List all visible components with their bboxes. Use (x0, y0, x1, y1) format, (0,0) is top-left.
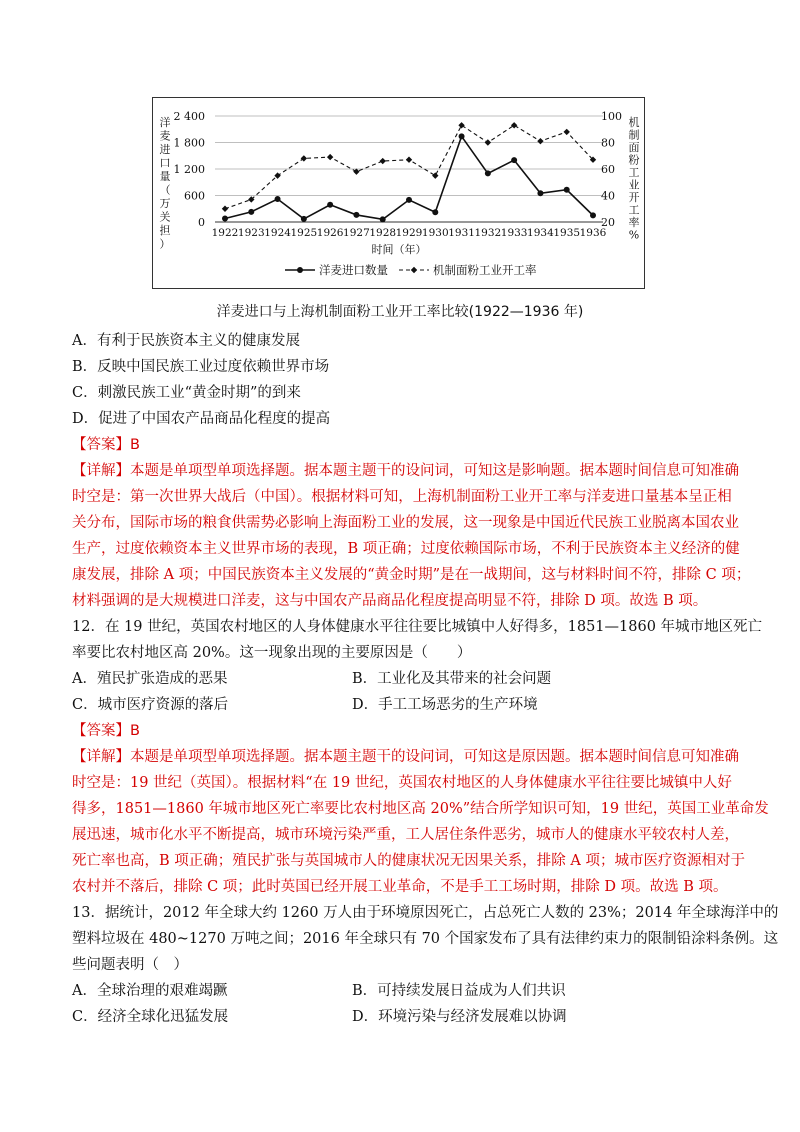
q12-option-b[interactable]: B．工业化及其带来的社会问题 (352, 671, 552, 687)
data-point-operating-rate (458, 122, 464, 128)
data-point-operating-rate (274, 172, 280, 178)
q13-option-c[interactable]: C．经济全球化迅猛发展 (72, 1009, 229, 1025)
q13-option-a[interactable]: A．全球治理的艰难竭蹶 (72, 983, 228, 999)
x-tick-label: 1922 (211, 227, 239, 239)
x-tick-label: 1923 (237, 227, 265, 239)
q11-answer: 【答案】B (72, 437, 140, 453)
y-right-tick-label: 20 (601, 216, 615, 229)
data-point-operating-rate (537, 138, 543, 144)
data-point-wheat-import (590, 212, 596, 218)
data-point-wheat-import (222, 215, 228, 221)
legend-label-wheat-import: 洋麦进口数量 (319, 263, 388, 277)
legend-marker-wheat-import (297, 267, 303, 273)
data-point-wheat-import (537, 190, 543, 196)
y-right-tick-label: 100 (601, 110, 622, 123)
q12-option-c[interactable]: C．城市医疗资源的落后 (72, 697, 229, 713)
x-tick-label: 1935 (553, 227, 581, 239)
q12-stem-line: 12．在 19 世纪，英国农村地区的人身体健康水平往往要比城镇中人好得多，1851—1860 年城市地区死亡 (72, 619, 763, 635)
q13-stem-line: 些问题表明（ ） (72, 957, 188, 973)
data-point-wheat-import (459, 133, 465, 139)
x-tick-label: 1925 (290, 227, 318, 239)
q12-detail-line: 得多，1851—1860 年城市地区死亡率要比农村地区高 20%”结合所学知识可知，19 世纪，英国工业革命发 (72, 801, 769, 817)
data-point-operating-rate (511, 122, 517, 128)
data-point-operating-rate (222, 206, 228, 212)
y-right-tick-label: 60 (601, 163, 615, 176)
y-right-tick-label: 80 (601, 136, 615, 150)
q11-detail-line: 关分布，国际市场的粮食供需势必影响上海面粉工业的发展，这一现象是中国近代民族工业脱离本国农业 (72, 515, 739, 531)
data-point-operating-rate (301, 155, 307, 161)
x-tick-label: 1929 (395, 227, 423, 239)
data-point-wheat-import (406, 197, 412, 203)
y-left-tick-label: 2 400 (173, 110, 205, 123)
q12-detail-line: 【详解】本题是单项型单项选择题。据本题主题干的设问词，可知这是原因题。据本题时间信息可知准确 (72, 749, 739, 765)
x-tick-label: 1934 (527, 227, 554, 239)
series-line-operating-rate (225, 125, 593, 208)
y-left-axis-label: 洋麦进口量（万关担） (159, 116, 171, 251)
data-point-operating-rate (380, 158, 386, 164)
data-point-operating-rate (353, 168, 359, 174)
data-point-wheat-import (432, 209, 438, 215)
x-tick-label: 1930 (421, 227, 449, 239)
chart-figure (152, 97, 645, 289)
data-point-wheat-import (380, 216, 386, 222)
legend-label-operating-rate: 机制面粉工业开工率 (433, 263, 537, 277)
y-right-tick-label: 40 (601, 189, 615, 203)
q11-detail-line: 【详解】本题是单项型单项选择题。据本题主题干的设问词，可知这是影响题。据本题时间信息可知准确 (72, 463, 739, 479)
q13-option-b[interactable]: B．可持续发展日益成为人们共识 (352, 983, 566, 999)
chart-svg (153, 98, 644, 288)
q11-detail-line: 材料强调的是大规模进口洋麦，这与中国农产品商品化程度提高明显不符，排除 D 项。故选 B 项。 (72, 593, 708, 609)
x-tick-label: 1933 (500, 227, 528, 239)
data-point-wheat-import (301, 216, 307, 222)
data-point-operating-rate (327, 154, 333, 160)
q12-detail-line: 死亡率也高，B 项正确；殖民扩张与英国城市人的健康状况无因果关系，排除 A 项；城市医疗资源相对于 (72, 853, 745, 869)
q11-detail-line: 康发展，排除 A 项；中国民族资本主义发展的“黄金时期”是在一战期间，这与材料时间不符，排除 C 项； (72, 567, 751, 583)
data-point-operating-rate (432, 172, 438, 178)
x-axis-label: 时间（年） (371, 243, 427, 256)
q11-option-c[interactable]: C．刺激民族工业“黄金时期”的到来 (72, 385, 301, 401)
data-point-wheat-import (353, 212, 359, 218)
q11-option-a[interactable]: A．有利于民族资本主义的健康发展 (72, 333, 300, 349)
q11-detail-line: 时空是：第一次世界大战后（中国）。根据材料可知，上海机制面粉工业开工率与洋麦进口量基本呈正相 (72, 489, 732, 505)
q12-option-d[interactable]: D．手工工场恶劣的生产环境 (352, 697, 538, 713)
legend-marker-operating-rate (411, 267, 417, 273)
data-point-wheat-import (327, 202, 333, 208)
x-tick-label: 1932 (474, 227, 502, 239)
x-tick-label: 1924 (264, 227, 291, 239)
y-left-tick-label: 1 800 (173, 136, 205, 150)
data-point-operating-rate (564, 129, 570, 135)
q11-option-b[interactable]: B．反映中国民族工业过度依赖世界市场 (72, 359, 330, 375)
x-tick-label: 1926 (316, 227, 344, 239)
y-left-tick-label: 600 (184, 189, 205, 203)
x-tick-label: 1928 (369, 227, 397, 239)
data-point-wheat-import (275, 196, 281, 202)
y-right-axis-label: 机制面粉工业开工率% (628, 116, 640, 242)
q12-option-a[interactable]: A．殖民扩张造成的恶果 (72, 671, 228, 687)
y-left-tick-label: 1 200 (173, 163, 205, 176)
y-left-tick-label: 0 (198, 216, 205, 229)
q11-option-d[interactable]: D．促进了中国农产品商品化程度的提高 (72, 411, 331, 427)
chart-caption: 洋麦进口与上海机制面粉工业开工率比较(1922—1936 年) (216, 304, 584, 320)
q12-detail-line: 展迅速，城市化水平不断提高，城市环境污染严重，工人居住条件恶劣，城市人的健康水平较农村人差， (72, 827, 739, 843)
data-point-wheat-import (511, 157, 517, 163)
q13-option-d[interactable]: D．环境污染与经济发展难以协调 (352, 1009, 567, 1025)
q13-stem-line: 13．据统计，2012 年全球大约 1260 万人由于环境原因死亡，占总死亡人数的 23%；2014 年全球海洋中的 (72, 905, 779, 921)
x-tick-label: 1936 (579, 227, 607, 239)
q13-stem-line: 塑料垃圾在 480~1270 万吨之间；2016 年全球只有 70 个国家发布了具有法律约束力的限制铅涂料条例。这 (72, 931, 779, 947)
x-tick-label: 1927 (343, 227, 370, 239)
data-point-wheat-import (485, 170, 491, 176)
q12-detail-line: 农村并不落后，排除 C 项；此时英国已经开展工业革命，不是手工工场时期，排除 D 项。故选 B 项。 (72, 879, 728, 895)
x-tick-label: 1931 (448, 227, 475, 239)
data-point-operating-rate (485, 139, 491, 145)
q12-stem-line: 率要比农村地区高 20%。这一现象出现的主要原因是（ ） (72, 645, 472, 661)
data-point-operating-rate (406, 157, 412, 163)
data-point-wheat-import (248, 209, 254, 215)
q12-answer: 【答案】B (72, 723, 140, 739)
series-line-wheat-import (225, 136, 593, 219)
data-point-wheat-import (564, 187, 570, 193)
q11-detail-line: 生产，过度依赖资本主义世界市场的表现，B 项正确；过度依赖国际市场，不利于民族资本主义经济的健 (72, 541, 740, 557)
q12-detail-line: 时空是：19 世纪（英国）。根据材料“在 19 世纪，英国农村地区的人身体健康水平往往要比城镇中人好 (72, 775, 732, 791)
